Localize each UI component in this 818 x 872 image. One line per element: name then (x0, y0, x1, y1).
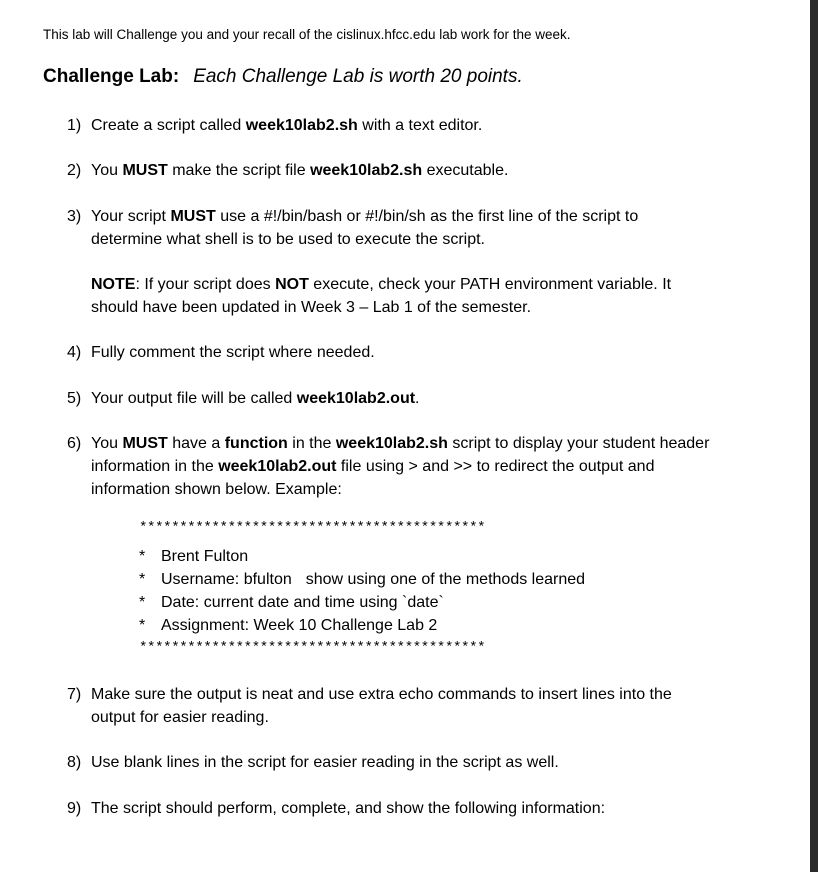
item-number: 9) (67, 800, 82, 817)
item-text: make the script file (167, 162, 311, 179)
item-text: You (91, 162, 123, 179)
example-text: Date: current date and time using `date` (161, 594, 444, 611)
item-text: use a #!/bin/bash or #!/bin/sh as the first line of the script to (215, 208, 639, 225)
note-text: execute, check your PATH environment variable. It (308, 276, 672, 293)
item-text: with a text editor. (357, 117, 483, 134)
page-title (43, 66, 523, 88)
intro-text: This lab will Challenge you and your recall of the cislinux.hfcc.edu lab work for the week. (43, 27, 571, 42)
item-text: script to display your student header (447, 435, 710, 452)
item-text: in the (287, 435, 336, 452)
challenge-lab-subtitle: Each Challenge Lab is worth 20 points. (193, 66, 523, 87)
item-text: You (91, 435, 123, 452)
item-text: Create a script called (91, 117, 246, 134)
output-filename: week10lab2.out (296, 390, 416, 407)
example-text: Brent Fulton (161, 548, 249, 565)
item-text: Make sure the output is neat and use extra echo commands to insert lines into the (91, 686, 672, 703)
script-filename: week10lab2.sh (310, 162, 423, 179)
example-text: Assignment: Week 10 Challenge Lab 2 (161, 617, 438, 634)
example-border-bottom: ******************************************* (139, 640, 486, 656)
item-text: file using > and >> to redirect the output and (336, 458, 655, 475)
example-text: Username: bfulton (161, 571, 292, 588)
script-filename: week10lab2.sh (335, 435, 448, 452)
emphasis: function (224, 435, 288, 452)
item-number: 8) (67, 754, 82, 771)
item-number: 6) (67, 435, 82, 452)
item-number: 5) (67, 390, 82, 407)
item-text: information shown below. Example: (91, 481, 342, 498)
item-number: 1) (67, 117, 82, 134)
item-number: 3) (67, 208, 82, 225)
item-text: information in the (91, 458, 219, 475)
item-text: Your script (91, 208, 171, 225)
item-text: Your output file will be called (91, 390, 297, 407)
item-text: The script should perform, complete, and show the following information: (91, 800, 606, 817)
bullet: * (139, 594, 146, 611)
note-text: should have been updated in Week 3 – Lab 1 of the semester. (91, 299, 532, 316)
item-text: output for easier reading. (91, 709, 269, 726)
example-text: show using one of the methods learned (305, 571, 586, 588)
item-text: Fully comment the script where needed. (91, 344, 375, 361)
bullet: * (139, 548, 146, 565)
emphasis: NOT (275, 276, 309, 293)
item-text: executable. (422, 162, 509, 179)
item-number: 4) (67, 344, 82, 361)
output-filename: week10lab2.out (218, 458, 337, 475)
item-text: have a (167, 435, 225, 452)
example-border-top: ******************************************* (139, 520, 486, 536)
emphasis: MUST (122, 162, 168, 179)
note-paragraph (91, 273, 671, 319)
emphasis: MUST (122, 435, 168, 452)
script-filename: week10lab2.sh (245, 117, 358, 134)
item-text: determine what shell is to be used to execute the script. (91, 231, 485, 248)
emphasis: MUST (170, 208, 216, 225)
item-text: . (415, 390, 420, 407)
vertical-scrollbar[interactable] (810, 0, 818, 872)
challenge-lab-label: Challenge Lab: (43, 66, 180, 87)
item-number: 2) (67, 162, 82, 179)
note-label: NOTE (91, 276, 136, 293)
item-text: Use blank lines in the script for easier reading in the script as well. (91, 754, 559, 771)
note-text: : If your script does (135, 276, 276, 293)
bullet: * (139, 571, 146, 588)
item-number: 7) (67, 686, 82, 703)
bullet: * (139, 617, 146, 634)
